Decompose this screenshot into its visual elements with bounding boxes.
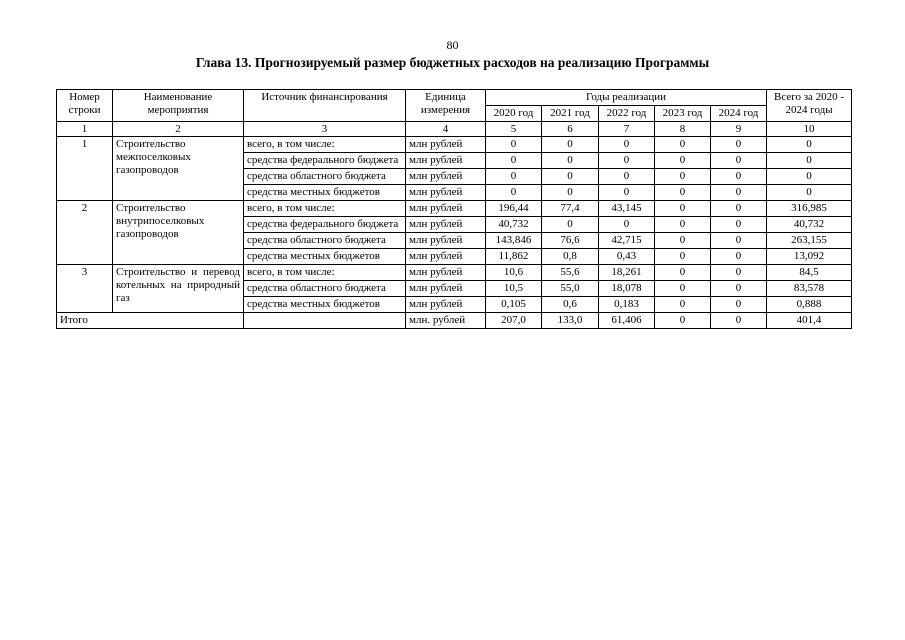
header-year: 2021 год xyxy=(542,106,599,122)
year-value: 0 xyxy=(655,281,711,297)
year-value: 0 xyxy=(711,217,767,233)
year-value: 0 xyxy=(542,137,599,153)
funding-source: всего, в том числе: xyxy=(244,137,406,153)
unit: млн рублей xyxy=(406,297,486,313)
year-value: 76,6 xyxy=(542,233,599,249)
column-number: 9 xyxy=(711,122,767,137)
year-value: 0 xyxy=(711,281,767,297)
funding-source: средства местных бюджетов xyxy=(244,297,406,313)
year-value: 0 xyxy=(655,249,711,265)
year-value: 77,4 xyxy=(542,201,599,217)
year-value: 0 xyxy=(711,249,767,265)
row-total: 84,5 xyxy=(767,265,852,281)
budget-table xyxy=(56,89,852,329)
table-row xyxy=(57,201,852,217)
column-number: 4 xyxy=(406,122,486,137)
year-value: 143,846 xyxy=(486,233,542,249)
project-name: Строительство межпоселковых газопроводов xyxy=(113,137,244,201)
grand-total-row xyxy=(57,313,852,329)
chapter-title: Глава 13. Прогнозируемый размер бюджетных расходов на реализацию Программы xyxy=(195,55,710,70)
row-total: 83,578 xyxy=(767,281,852,297)
header-year: 2022 год xyxy=(599,106,655,122)
year-value: 11,862 xyxy=(486,249,542,265)
row-total: 0 xyxy=(767,169,852,185)
year-value: 0 xyxy=(655,265,711,281)
year-value: 0 xyxy=(711,201,767,217)
year-value: 0 xyxy=(486,185,542,201)
column-number: 2 xyxy=(113,122,244,137)
table-row xyxy=(57,137,852,153)
year-value: 0 xyxy=(711,233,767,249)
unit: млн рублей xyxy=(406,137,486,153)
column-number: 3 xyxy=(244,122,406,137)
year-value: 0 xyxy=(711,265,767,281)
year-value: 0 xyxy=(655,185,711,201)
column-number: 7 xyxy=(599,122,655,137)
year-value: 0 xyxy=(655,217,711,233)
grand-total-value: 133,0 xyxy=(542,313,599,329)
year-value: 18,078 xyxy=(599,281,655,297)
project-number: 2 xyxy=(57,201,113,265)
year-value: 55,6 xyxy=(542,265,599,281)
row-total: 40,732 xyxy=(767,217,852,233)
project-name: Строительство и перевод котельных на природный газ xyxy=(113,265,244,313)
year-value: 0 xyxy=(542,169,599,185)
year-value: 0 xyxy=(711,153,767,169)
year-value: 0 xyxy=(599,153,655,169)
funding-source: средства федерального бюджета xyxy=(244,217,406,233)
header-source: Источник финансирования xyxy=(244,90,406,122)
column-number: 6 xyxy=(542,122,599,137)
funding-source: всего, в том числе: xyxy=(244,201,406,217)
year-value: 0,6 xyxy=(542,297,599,313)
year-value: 0 xyxy=(599,185,655,201)
header-event-name: Наименование мероприятия xyxy=(113,90,244,122)
year-value: 0 xyxy=(486,153,542,169)
project-number: 3 xyxy=(57,265,113,313)
year-value: 0 xyxy=(486,137,542,153)
year-value: 0 xyxy=(655,153,711,169)
year-value: 40,732 xyxy=(486,217,542,233)
header-row-number: Номер строки xyxy=(57,90,113,122)
row-total: 263,155 xyxy=(767,233,852,249)
funding-source: средства областного бюджета xyxy=(244,281,406,297)
row-total: 0 xyxy=(767,137,852,153)
table-row xyxy=(57,265,852,281)
funding-source: средства федерального бюджета xyxy=(244,153,406,169)
unit: млн рублей xyxy=(406,281,486,297)
year-value: 0,183 xyxy=(599,297,655,313)
year-value: 0 xyxy=(486,169,542,185)
year-value: 0 xyxy=(655,297,711,313)
funding-source: всего, в том числе: xyxy=(244,265,406,281)
grand-total-label: Итого xyxy=(57,313,244,329)
grand-total-empty xyxy=(244,313,406,329)
funding-source: средства местных бюджетов xyxy=(244,185,406,201)
grand-total-value: 0 xyxy=(711,313,767,329)
row-total: 0,888 xyxy=(767,297,852,313)
unit: млн рублей xyxy=(406,153,486,169)
column-number: 5 xyxy=(486,122,542,137)
row-total: 0 xyxy=(767,153,852,169)
year-value: 0,43 xyxy=(599,249,655,265)
unit: млн рублей xyxy=(406,233,486,249)
grand-total-sum: 401,4 xyxy=(767,313,852,329)
year-value: 196,44 xyxy=(486,201,542,217)
year-value: 55,0 xyxy=(542,281,599,297)
project-number: 1 xyxy=(57,137,113,201)
year-value: 18,261 xyxy=(599,265,655,281)
unit: млн рублей xyxy=(406,265,486,281)
unit: млн рублей xyxy=(406,217,486,233)
row-total: 0 xyxy=(767,185,852,201)
year-value: 0 xyxy=(655,233,711,249)
column-number: 1 xyxy=(57,122,113,137)
year-value: 0 xyxy=(599,169,655,185)
year-value: 0 xyxy=(542,185,599,201)
page-number: 80 xyxy=(446,38,459,52)
year-value: 0,105 xyxy=(486,297,542,313)
unit: млн рублей xyxy=(406,201,486,217)
column-number-row xyxy=(57,122,852,137)
year-value: 0 xyxy=(655,169,711,185)
column-number: 10 xyxy=(767,122,852,137)
funding-source: средства местных бюджетов xyxy=(244,249,406,265)
grand-total-value: 0 xyxy=(655,313,711,329)
unit: млн рублей xyxy=(406,185,486,201)
table-body xyxy=(57,137,852,313)
grand-total-value: 207,0 xyxy=(486,313,542,329)
row-total: 316,985 xyxy=(767,201,852,217)
year-value: 0 xyxy=(711,137,767,153)
unit: млн рублей xyxy=(406,249,486,265)
year-value: 0 xyxy=(542,217,599,233)
year-value: 0 xyxy=(599,137,655,153)
year-value: 0 xyxy=(542,153,599,169)
header-year: 2024 год xyxy=(711,106,767,122)
grand-total-unit: млн. рублей xyxy=(406,313,486,329)
header-year: 2020 год xyxy=(486,106,542,122)
year-value: 0 xyxy=(711,169,767,185)
year-value: 0 xyxy=(655,201,711,217)
header-year: 2023 год xyxy=(655,106,711,122)
year-value: 10,5 xyxy=(486,281,542,297)
unit: млн рублей xyxy=(406,169,486,185)
header-unit: Единица измерения xyxy=(406,90,486,122)
year-value: 42,715 xyxy=(599,233,655,249)
year-value: 0 xyxy=(711,297,767,313)
grand-total-value: 61,406 xyxy=(599,313,655,329)
year-value: 43,145 xyxy=(599,201,655,217)
funding-source: средства областного бюджета xyxy=(244,233,406,249)
funding-source: средства областного бюджета xyxy=(244,169,406,185)
header-row xyxy=(57,90,852,106)
header-years-group: Годы реализации xyxy=(486,90,767,106)
year-value: 0 xyxy=(599,217,655,233)
year-value: 0 xyxy=(655,137,711,153)
year-value: 0 xyxy=(711,185,767,201)
column-number: 8 xyxy=(655,122,711,137)
project-name: Строительство внутрипоселковых газопроводов xyxy=(113,201,244,265)
year-value: 0,8 xyxy=(542,249,599,265)
header-total: Всего за 2020 - 2024 годы xyxy=(767,90,852,122)
year-value: 10,6 xyxy=(486,265,542,281)
row-total: 13,092 xyxy=(767,249,852,265)
